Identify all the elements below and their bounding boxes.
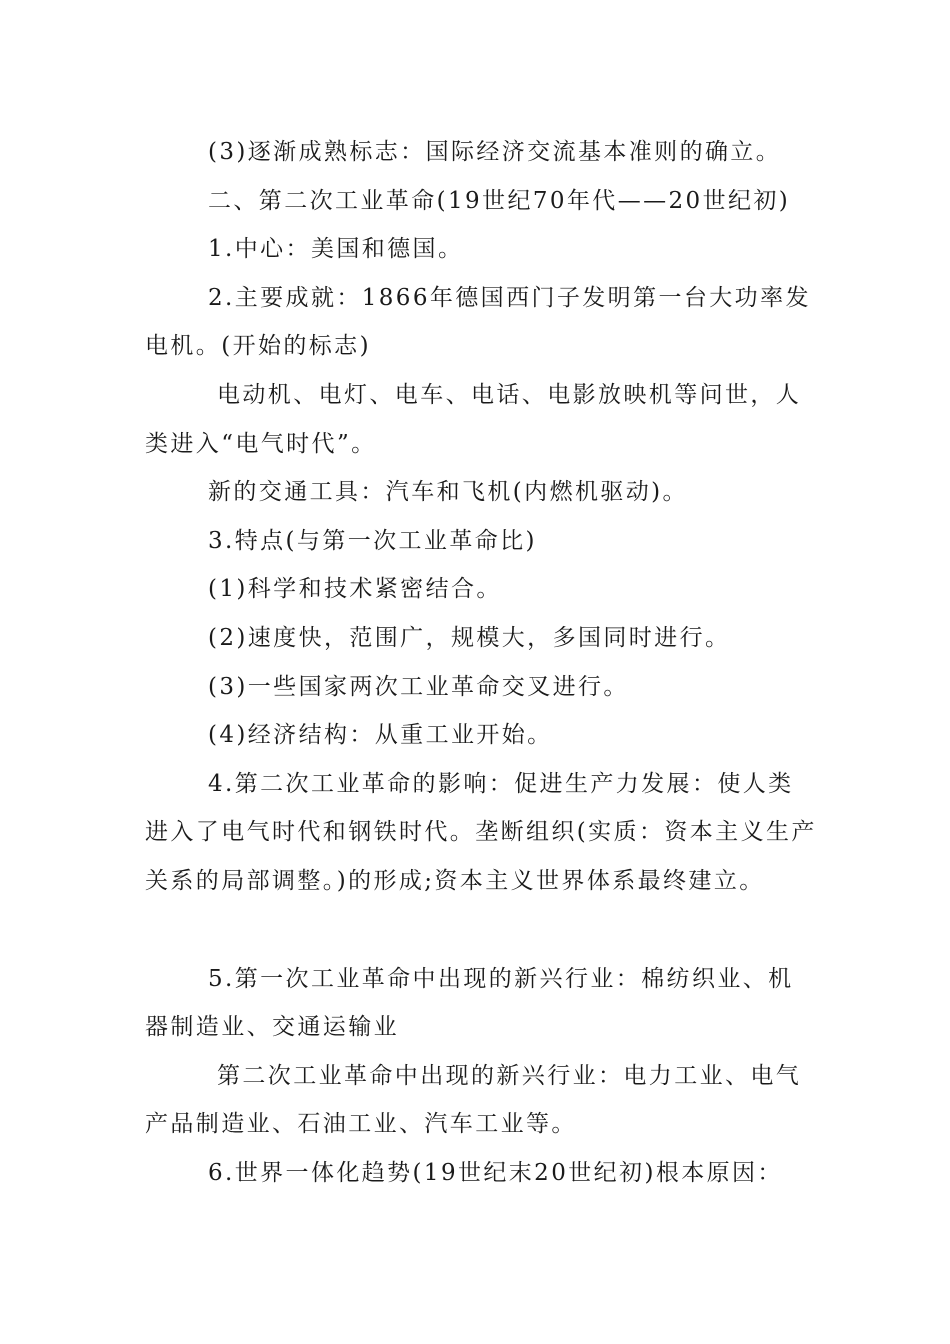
paragraph-maturity-sign: (3)逐渐成熟标志：国际经济交流基本准则的确立。 xyxy=(208,139,782,165)
paragraph-transport: 新的交通工具：汽车和飞机(内燃机驱动)。 xyxy=(208,479,688,506)
paragraph-world-integration: 6.世界一体化趋势(19世纪末20世纪初)根本原因： xyxy=(208,1159,783,1186)
paragraph-impact: 4.第二次工业革命的影响：促进生产力发展：使人类进入了电气时代和钢铁时代。垄断组织(实质：资本主义生产关系的局部调整。)的形成;资本主义世界体系最终建立。 xyxy=(145,770,817,894)
paragraph-second-revolution-industries: 第二次工业革命中出现的新兴行业：电力工业、电气产品制造业、石油工业、汽车工业等。 xyxy=(145,1062,802,1138)
paragraph-first-revolution-industries: 5.第一次工业革命中出现的新兴行业：棉纺织业、机器制造业、交通运输业 xyxy=(145,965,794,1041)
paragraph-feature-1: (1)科学和技术紧密结合。 xyxy=(208,576,502,603)
paragraph-features-heading: 3.特点(与第一次工业革命比) xyxy=(208,527,537,554)
section-heading-second-industrial-revolution: 二、第二次工业革命(19世纪70年代——20世纪初) xyxy=(208,187,791,214)
paragraph-feature-3: (3)一些国家两次工业革命交叉进行。 xyxy=(208,673,629,700)
document-body xyxy=(145,128,817,1197)
paragraph-feature-2: (2)速度快，范围广，规模大，多国同时进行。 xyxy=(208,624,731,651)
paragraph-center: 1.中心：美国和德国。 xyxy=(208,236,464,263)
paragraph-feature-4: (4)经济结构：从重工业开始。 xyxy=(208,722,553,749)
paragraph-main-achievements: 2.主要成就：1866年德国西门子发明第一台大功率发电机。(开始的标志) xyxy=(145,284,811,360)
paragraph-gap xyxy=(145,906,817,955)
paragraph-inventions: 电动机、电灯、电车、电话、电影放映机等问世，人类进入“电气时代”。 xyxy=(145,381,802,457)
